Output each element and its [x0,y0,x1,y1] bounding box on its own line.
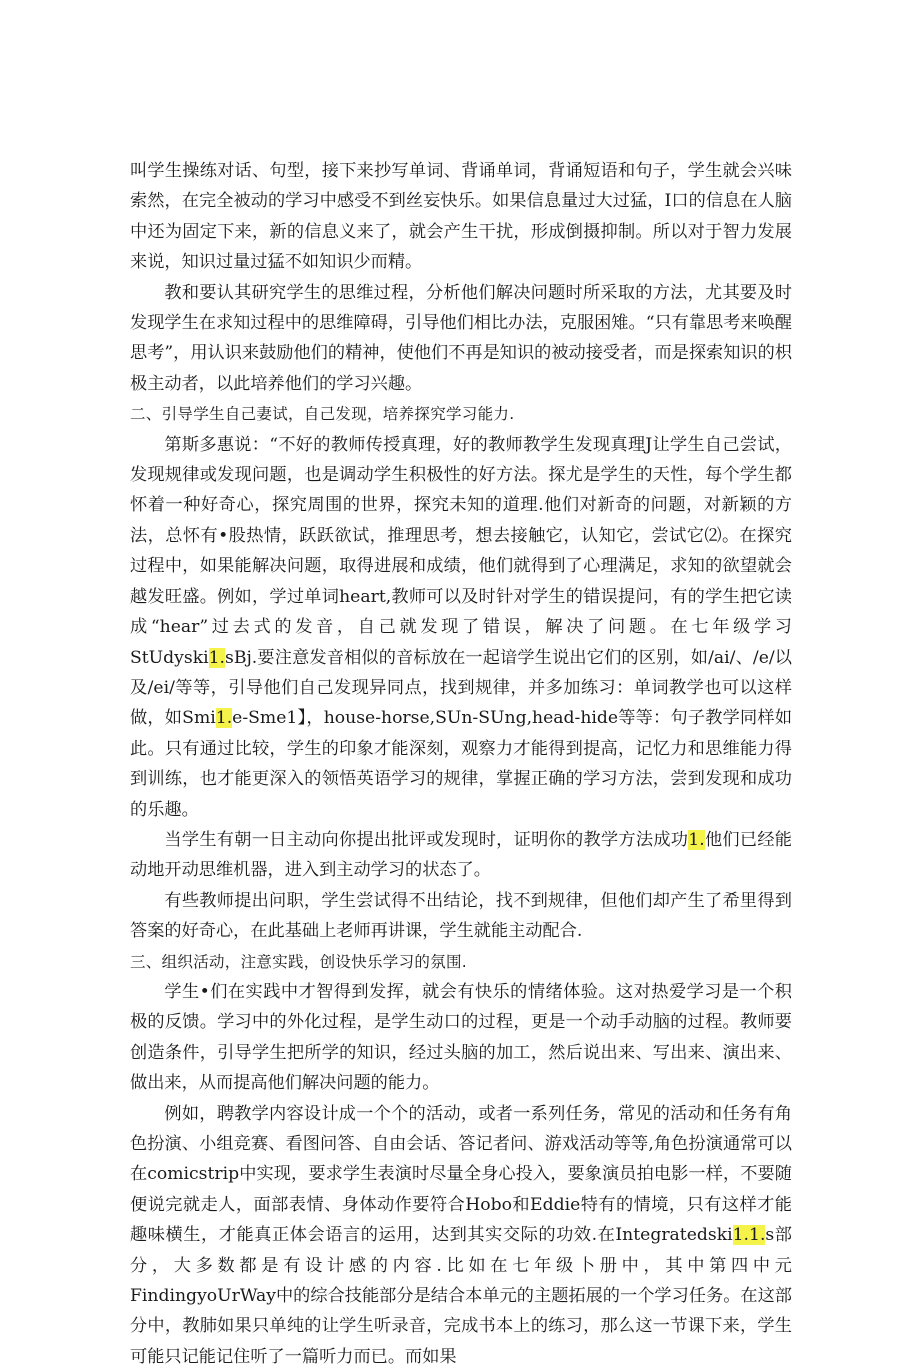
text-run: 教和要认其研究学生的思维过程，分析他们解决问题时所采取的方法，尤其要及时发现学生在求知过程中的思维障碍，引导他们相比办法，克服困雉。“只有靠思考来唤醒思考”，用认识来鼓励他们的精神，使他们不再是知识的被动接受者，而是探索知识的枳极主动者，以此培养他们的学习兴趣。 [130,282,792,394]
highlighted-text: 1.1. [732,1225,766,1246]
text-run: 有些教师提出问职，学生尝试得不出结论，找不到规律，但他们却产生了希里得到答案的好奇心，在此基础上老师再讲课，学生就能主动配合. [130,890,792,942]
text-run: s部分，大多数都是有设计感的内容.比如在七年级卜册中，其中第四中元FindingyoUrWay中的综合技能部分是结合本单元的主题拓展的一个学习任务。在这部分中，教肺如果只单纯的让学生听录音，完成书本上的练习，那么这一节课下来，学生可能只记能记住听了一篇听力而已。而如果 [130,1225,792,1367]
body-paragraph [130,156,792,278]
text-run: 第斯多惠说：“不好的教师传授真理，好的教师教学生发现真理J让学生自己尝试，发现规律或发现问题，也是调动学生积极性的好方法。探尤是学生的天性，每个学生都怀着一种好奇心，探究周围的世界，探究未知的道理.他们对新奇的问题，对新颖的方法，总怀有•股热情，跃跃欲试，推理思考，想去接触它，认知它，尝试它⑵。在探究过程中，如果能解决问题，取得进展和成绩，他们就得到了心理满足，求知的欲望就会越发旺盛。例如，学过单词heart,教师可以及时针对学生的错误提问，有的学生把它读成“hear”过去式的发音，自己就发现了错误，解决了问题。在七年级学习StUdyski [130,434,792,668]
section-heading [130,399,792,429]
body-paragraph [130,1099,792,1372]
body-paragraph [130,825,792,886]
text-run: e-Sme1】，house-horse,SUn-SUng,head-hide等等：句子教学同样如此。只有通过比较，学生的印象才能深刻，观察力才能得到提高，记忆力和思维能力得到训练，也才能更深入的领悟英语学习的规律，掌握正确的学习方法，尝到发现和成功的乐趣。 [130,708,793,820]
text-run: 二、引导学生自己妻试，自己发现，培养探究学习能力. [130,405,515,424]
text-run: 叫学生操练对话、句型，接下来抄写单词、背诵单词，背诵短语和句子，学生就会兴味索然，在完全被动的学习中感受不到丝妄快乐。如果信息量过大过猛，I口的信息在人脑中还为固定下来，新的信息义来了，就会产生干扰，形成倒摄抑制。所以对于智力发展来说，知识过量过猛不如知识少而精。 [130,161,792,273]
text-run: sBj.要注意发音相似的音标放在一起谙学生说出它们的区别，如/ai/、/e/以及/ei/等等，引导他们自己发现异同点，找到规律，并多加练习：单词教学也可以这样做，如Smi [130,647,792,729]
text-run: 三、组织活动，注意实践，创设快乐学习的氛围. [130,952,468,971]
highlighted-text: 1. [688,829,705,850]
text-run: 例如，聘教学内容设计成一个个的活动，或者一系列任务，常见的活动和任务有角色扮演、小组竞赛、看图问答、自由会话、答记者问、游戏活动等等,角色扮演通常可以在comicstrip中实现，要求学生表演时尽量全身心投入，要象演员拍电影一样，不要随便说完就走人，面部表情、身体动作要符合Hobo和Eddie特有的情境，只有这样才能趣味横生，才能真正体会语言的运用，达到其实交际的功效.在Integratedski [130,1103,792,1246]
body-paragraph [130,278,792,400]
highlighted-text: 1. [208,647,226,668]
section-heading [130,947,792,977]
text-run: 他们已经能动地开动思维机器，进入到主动学习的状态了。 [130,829,792,881]
document-page [130,156,792,1372]
body-paragraph [130,430,792,825]
highlighted-text: 1. [215,708,233,729]
body-paragraph [130,886,792,947]
body-paragraph [130,977,792,1099]
text-run: 学生•们在实践中才智得到发挥，就会有快乐的情绪体验。这对热爱学习是一个积极的反馈。学习中的外化过程，是学生动口的过程，更是一个动手动脑的过程。教师要创造条件，引导学生把所学的知识，经过头脑的加工，然后说出来、写出来、演出来、做出来，从而提高他们解决问题的能力。 [130,981,792,1094]
text-run: 当学生有朝一日主动向你提出批评或发现时，证明你的教学方法成功 [164,829,689,850]
